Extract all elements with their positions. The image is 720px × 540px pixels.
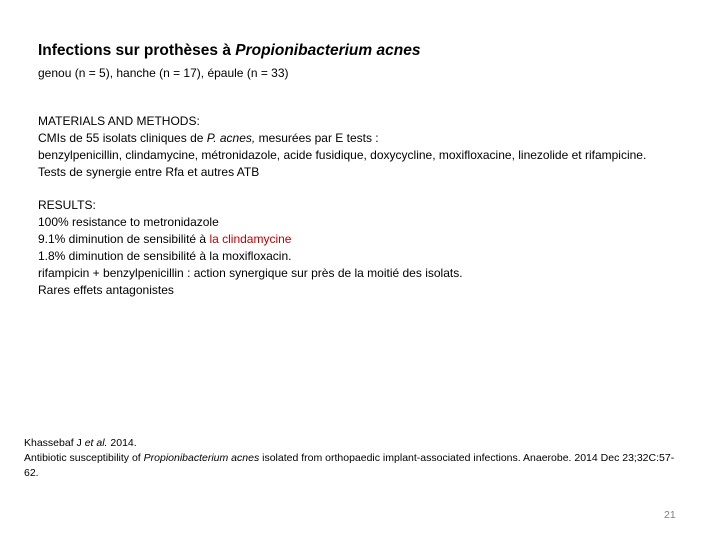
results-section bbox=[38, 197, 463, 299]
methods-line-1-suffix: mesurées par E tests : bbox=[255, 131, 379, 145]
methods-line-1-italic: P. acnes, bbox=[206, 131, 256, 145]
results-heading: RESULTS: bbox=[38, 198, 96, 212]
results-line-2 bbox=[38, 231, 463, 248]
slide-title bbox=[38, 42, 420, 60]
reference-title-suffix: isolated from orthopaedic implant-associated infections. Anaerobe. 2014 Dec 23;32C:57-62. bbox=[24, 452, 675, 479]
results-line-1: 100% resistance to metronidazole bbox=[38, 215, 219, 229]
title-italic-organism: Propionibacterium acnes bbox=[235, 42, 421, 59]
reference-title-italic: Propionibacterium acnes bbox=[143, 452, 260, 464]
slide-subtitle: genou (n = 5), hanche (n = 17), épaule (n = 33) bbox=[38, 66, 289, 80]
reference-year: 2014. bbox=[107, 437, 137, 449]
reference-title bbox=[24, 451, 684, 481]
results-line-3: 1.8% diminution de sensibilité à la moxifloxacin. bbox=[38, 249, 292, 263]
methods-line-2: benzylpenicillin, clindamycine, métronidazole, acide fusidique, doxycycline, moxifloxacine, linezolide et rifampicine. bbox=[38, 148, 647, 162]
reference-authors-text: Khassebaf J bbox=[24, 437, 85, 449]
methods-line-3: Tests de synergie entre Rfa et autres ATB bbox=[38, 165, 260, 179]
page-number: 21 bbox=[664, 509, 676, 521]
methods-section bbox=[38, 113, 646, 181]
results-line-2-highlight: la clindamycine bbox=[209, 232, 292, 246]
reference-citation bbox=[24, 436, 684, 481]
reference-authors-italic: et al. bbox=[84, 437, 108, 449]
methods-line-1-text: CMIs de 55 isolats cliniques de bbox=[38, 131, 207, 145]
results-line-5: Rares effets antagonistes bbox=[38, 283, 174, 297]
methods-heading: MATERIALS AND METHODS: bbox=[38, 114, 200, 128]
methods-line-1 bbox=[38, 130, 646, 147]
results-line-4: rifampicin + benzylpenicillin : action synergique sur près de la moitié des isolats. bbox=[38, 266, 463, 280]
reference-authors bbox=[24, 436, 684, 451]
results-line-2-text: 9.1% diminution de sensibilité à bbox=[38, 232, 210, 246]
reference-title-text: Antibiotic susceptibility of bbox=[24, 452, 144, 464]
title-text: Infections sur prothèses à bbox=[38, 42, 236, 59]
